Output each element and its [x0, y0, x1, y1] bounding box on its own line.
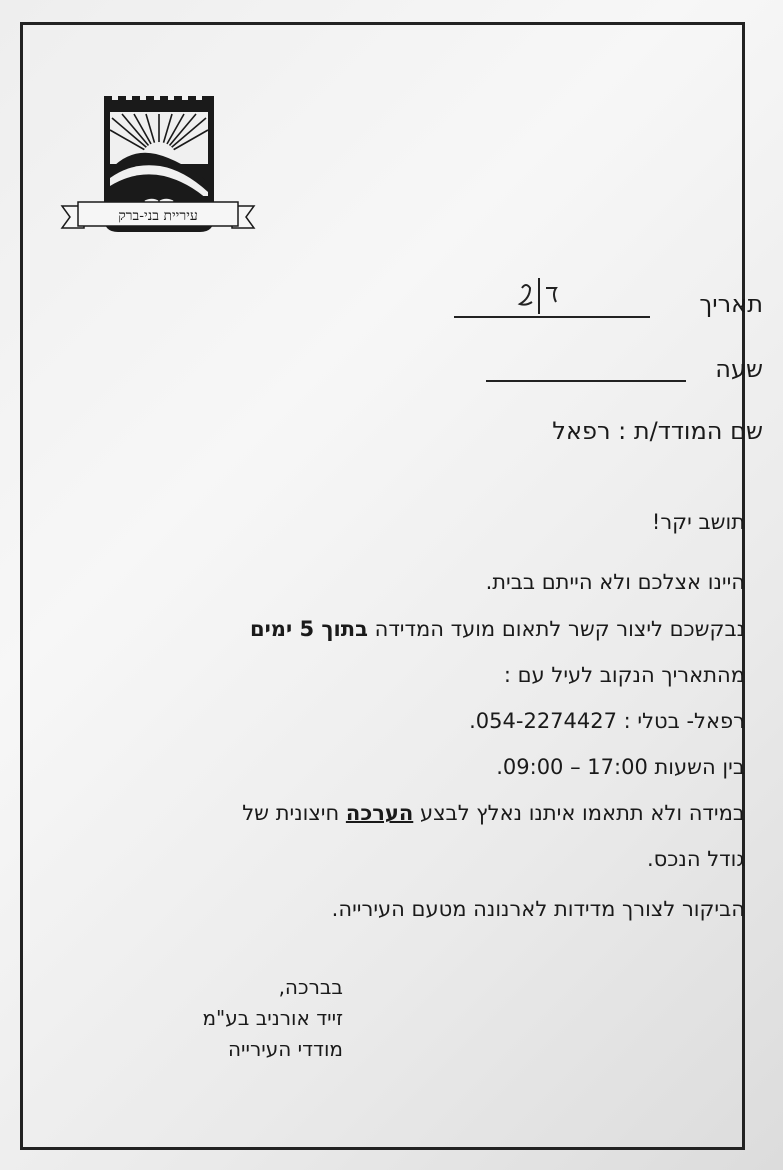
deadline-emphasis: בתוך 5 ימים [249, 617, 368, 641]
signature-closing: בברכה, [278, 975, 343, 999]
time-label: שעה [715, 355, 763, 383]
time-field-line [486, 380, 686, 382]
letter-line-6-start: במידה ולא תתאמו איתנו נאלץ לבצע [413, 801, 745, 825]
signature-role: מודדי העירייה [227, 1037, 343, 1061]
letter-line-6 [242, 801, 745, 825]
assessment-emphasis: הערכה [345, 801, 414, 825]
letter-line-8: הביקור לצורך מדידות לארנונה מטעם העירייה. [331, 897, 745, 921]
letter-line-2-text: נבקשכם ליצור קשר לתאום מועד המדידה [367, 617, 745, 641]
contact-phone-line: רפאל- בטלי : 054-2274427. [469, 709, 745, 733]
contact-hours-line: בין השעות 17:00 – 09:00. [496, 755, 745, 779]
date-field-line [454, 316, 650, 318]
handwritten-date-mark [512, 274, 562, 316]
logo-banner-text: עיריית בני-ברק [118, 208, 198, 224]
greeting: תושב יקר! [651, 510, 745, 534]
signature-company: זייד אורניב בע"מ [202, 1006, 343, 1030]
letter-line-2 [250, 617, 745, 641]
letter-line-6-end: חיצונית של [242, 801, 346, 825]
letter-line-7: גודל הנכס. [647, 847, 745, 871]
date-label: תאריך [699, 290, 763, 318]
letter-line-3: מהתאריך הנקוב לעיל עם : [503, 663, 745, 687]
surveyor-name: שם המודד/ת : רפאל [552, 417, 763, 445]
bnei-brak-emblem-logo [60, 96, 256, 238]
letter-line-1: היינו אצלכם ולא הייתם בבית. [485, 570, 745, 594]
